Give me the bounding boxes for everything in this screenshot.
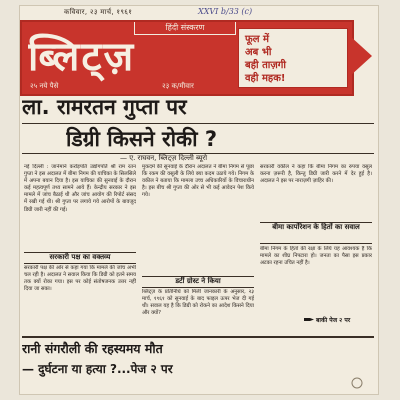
masthead-price-note: २५ नये पैसे xyxy=(30,82,59,90)
tagline-line: फूल में xyxy=(245,34,269,45)
article-column-left-2: सरकारी पक्ष की ओर से कहा गया कि मामले की जांच अभी चल रही है। अदालत ने सवाल किया कि डिग्री को इतने समय तक क्यों रोका गया। इस पर कोई संतोषजनक उत्तर नहीं दिया जा सका। xyxy=(24,265,136,293)
masthead-issue-note: २३ क/मीवार xyxy=(162,82,194,90)
newspaper-clipping xyxy=(20,6,378,394)
headline-line-2: डिग्री किसने रोकी ? xyxy=(66,127,218,151)
tagline-line: बही ताज़गी xyxy=(245,60,287,71)
archive-stamp-icon xyxy=(350,376,364,390)
date-line: कविवार, २३ मार्च, १९६१ xyxy=(64,8,133,16)
divider-rule xyxy=(22,336,374,338)
masthead-title: ब्लिट्ज़ xyxy=(28,34,136,80)
article-column-middle: मुकदमे की सुनवाई के दौरान अदालत ने बीमा निगम से पूछा कि रकम की वसूली के लिये क्या कदम उठाये गये। निगम के वकील ने बताया कि मामला उच्च अधिकारियों के विचाराधीन है। इस बीच श्री गुप्ता की ओर से भी कई आवेदन पेश किये गये। xyxy=(142,164,254,199)
headline-line-1: ला. रामरतन गुप्ता पर xyxy=(22,95,187,119)
tagline-box xyxy=(238,28,348,88)
continued-note: बाकी पेज २ पर xyxy=(316,317,351,324)
byline: — ए. राघवन, ब्लिट्ज़ दिल्ली ब्यूरो xyxy=(120,154,208,162)
subheading-middle: डर्टी ग्रोस्ट ने किया xyxy=(175,277,221,285)
catalog-mark: XXVI b/33 (c) xyxy=(198,7,253,16)
divider-rule xyxy=(22,123,374,124)
tagline-line: वही महक! xyxy=(245,73,286,84)
pointing-hand-icon xyxy=(304,316,314,323)
article-column-middle-2: ब्लिट्ज़ के प्रतिनिधि को मिली जानकारी के अनुसार, २३ मार्च, १९६१ को सुनवाई के बाद फाइल ऊपर भेज दी गई थी। सवाल यह है कि डिग्री को रोकने का आदेश किसने दिया और क्यों? xyxy=(142,289,254,317)
bottom-headline-line-1: रानी संगरौली की रहस्यमय मौत xyxy=(22,341,163,356)
masthead-edition-label: हिंदी संस्करण xyxy=(134,22,236,35)
masthead-arrow xyxy=(350,36,372,76)
tagline-line: अब भी xyxy=(245,47,272,58)
subheading-right: बीमा कार्पोरेशन के हितों का सवाल xyxy=(272,223,360,231)
subheading-left: सरकारी पक्ष का वक्तव्य xyxy=(49,253,111,261)
bottom-headline-line-2: — दुर्घटना या हत्या ?...पेज २ पर xyxy=(22,362,173,376)
article-column-right: सरकारी वकील ने कहा कि बीमा निगम का रुपया वसूल करना ज़रूरी है, किन्तु डिग्री जारी करने में देर हुई है। अदालत ने इस पर नाराज़गी ज़ाहिर की। xyxy=(260,164,372,185)
article-column-left: नई दिल्ली : जानेमाने करोड़पति उद्योगपति श्री राम रतन गुप्ता ने इस अदालत में बीमा निगम की याचिका के सिलसिले में अपना बयान दिया है। इस याचिका की सुनवाई के दौरान कई महत्वपूर्ण तथ्य सामने आये हैं। केन्द्रीय सरकार ने इस मामले में जांच बैठाई थी और जांच आयोग की रिपोर्ट संसद में रखी गई थी। श्री गुप्ता पर लगाये गये आरोपों के बावजूद डिग्री जारी नहीं की गई। xyxy=(24,164,136,213)
masthead xyxy=(20,20,354,96)
article-column-right-2: बीमा निगम के हितों की रक्षा के लिये यह आवश्यक है कि मामले का शीघ्र निपटारा हो। जनता का पैसा इस प्रकार अटका रहना उचित नहीं है। xyxy=(260,246,372,267)
